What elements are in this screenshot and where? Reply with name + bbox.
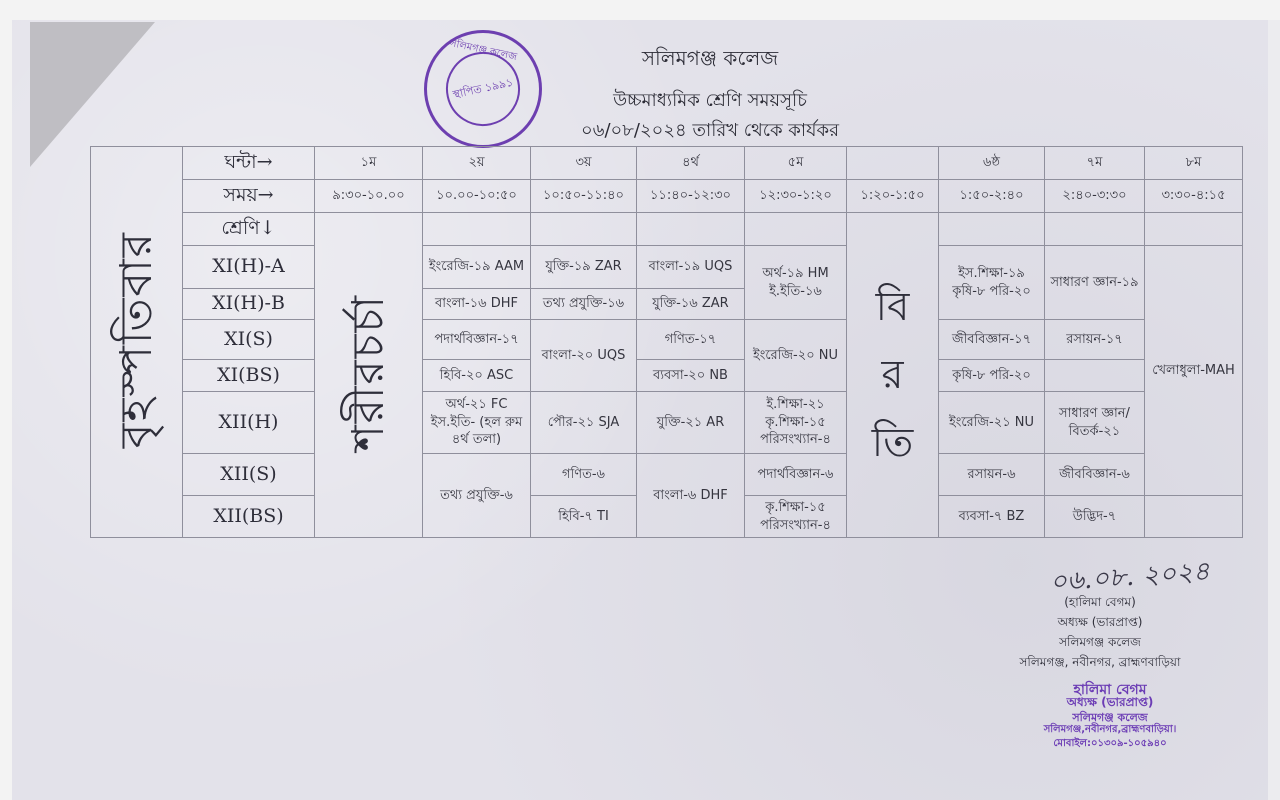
row-xii-s xyxy=(91,454,1243,496)
time-break: ১:২০-১:৫০ xyxy=(847,180,939,213)
cell xyxy=(637,213,745,246)
subject-cell: ইংরেজি-২০ NU xyxy=(745,320,847,392)
period-6: ৬ষ্ঠ xyxy=(939,147,1045,180)
cell xyxy=(423,213,531,246)
break-char: তি xyxy=(871,420,914,466)
period-7: ৭ম xyxy=(1045,147,1145,180)
stamp-ring-text: সলিমগঞ্জ কলেজ xyxy=(448,38,518,63)
photo-border-top xyxy=(0,0,1280,20)
row-xi-s xyxy=(91,320,1243,360)
subject-cell: সাধারণ জ্ঞান-১৯ xyxy=(1045,246,1145,320)
schedule-title: উচ্চমাধ্যমিক শ্রেণি সময়সূচি xyxy=(613,90,807,111)
cell xyxy=(1145,213,1243,246)
cell xyxy=(531,213,637,246)
period-row xyxy=(91,147,1243,180)
period-break-empty xyxy=(847,147,939,180)
signatory-name: (হালিমা বেগম) xyxy=(1064,595,1136,609)
cell xyxy=(1045,213,1145,246)
class-xi-s: XI(S) xyxy=(183,320,315,360)
period-label: ঘন্টা→ xyxy=(183,147,315,180)
day-cell xyxy=(91,147,183,538)
period-5: ৫ম xyxy=(745,147,847,180)
subject-cell: গণিত-১৭ xyxy=(637,320,745,360)
class-label-row xyxy=(91,213,1243,246)
subject-cell: উদ্ভিদ-৭ xyxy=(1045,496,1145,538)
signatory-college: সলিমগঞ্জ কলেজ xyxy=(1059,635,1141,649)
subject-cell: বাংলা-২০ UQS xyxy=(531,320,637,392)
class-xi-h-b: XI(H)-B xyxy=(183,289,315,320)
subject-cell: গণিত-৬ xyxy=(531,454,637,496)
subject-cell: জীববিজ্ঞান-১৭ xyxy=(939,320,1045,360)
period-1: ১ম xyxy=(315,147,423,180)
subject-cell: হিবি-২০ ASC xyxy=(423,360,531,392)
cell xyxy=(745,213,847,246)
class-xii-h: XII(H) xyxy=(183,392,315,454)
pe-cell xyxy=(315,213,423,538)
row-xi-h-a xyxy=(91,246,1243,289)
seal-name: হালিমা বেগম xyxy=(1073,682,1147,698)
time-4: ১১:৪০-১২:৩০ xyxy=(637,180,745,213)
class-xi-h-a: XI(H)-A xyxy=(183,246,315,289)
time-1: ৯:৩০-১০.০০ xyxy=(315,180,423,213)
subject-cell: পদার্থবিজ্ঞান-৬ xyxy=(745,454,847,496)
subject-cell: হিবি-৭ TI xyxy=(531,496,637,538)
subject-cell: জীববিজ্ঞান-৬ xyxy=(1045,454,1145,496)
pe-label: শরীরচর্চা xyxy=(342,293,394,451)
subject-cell: পদার্থবিজ্ঞান-১৭ xyxy=(423,320,531,360)
signatory-address: সলিমগঞ্জ, নবীনগর, ব্রাহ্মণবাড়িয়া xyxy=(1019,655,1181,669)
subject-cell xyxy=(1145,496,1243,538)
subject-cell: বাংলা-৬ DHF xyxy=(637,454,745,538)
row-xii-h xyxy=(91,392,1243,454)
signatory-designation: অধ্যক্ষ (ভারপ্রাপ্ত) xyxy=(1057,615,1143,629)
subject-cell: তথ্য প্রযুক্তি-১৬ xyxy=(531,289,637,320)
period-3: ৩য় xyxy=(531,147,637,180)
photo-border-left xyxy=(0,0,12,800)
seal-phone: মোবাইল:০১৩০৯-১০৫৯৪০ xyxy=(1053,738,1167,749)
period-8: ৮ম xyxy=(1145,147,1243,180)
period-4: ৪র্থ xyxy=(637,147,745,180)
break-cell xyxy=(847,213,939,538)
subject-cell: ব্যবসা-৭ BZ xyxy=(939,496,1045,538)
subject-cell: রসায়ন-৬ xyxy=(939,454,1045,496)
subject-cell: কৃ.শিক্ষা-১৫ পরিসংখ্যান-৪ xyxy=(745,496,847,538)
seal-college: সলিমগঞ্জ কলেজ xyxy=(1072,711,1148,724)
subject-cell: খেলাধুলা-MAH xyxy=(1145,246,1243,496)
time-8: ৩:৩০-৪:১৫ xyxy=(1145,180,1243,213)
effective-date: ০৬/০৮/২০২৪ তারিখ থেকে কার্যকর xyxy=(581,120,839,141)
subject-cell: ইংরেজি-১৯ AAM xyxy=(423,246,531,289)
subject-cell: অর্থ-২১ FC ইস.ইতি- (হল রুম ৪র্থ তলা) xyxy=(423,392,531,454)
seal-address: সলিমগঞ্জ,নবীনগর,ব্রাহ্মণবাড়িয়া। xyxy=(1043,724,1177,735)
time-7: ২:৪০-৩:৩০ xyxy=(1045,180,1145,213)
subject-cell: রসায়ন-১৭ xyxy=(1045,320,1145,360)
subject-cell: যুক্তি-১৯ ZAR xyxy=(531,246,637,289)
cell xyxy=(939,213,1045,246)
subject-cell: বাংলা-১৬ DHF xyxy=(423,289,531,320)
break-char: বি xyxy=(875,284,910,330)
subject-cell: ইংরেজি-২১ NU xyxy=(939,392,1045,454)
seal-designation: অধ্যক্ষ (ভারপ্রাপ্ত) xyxy=(1066,695,1154,709)
subject-cell: ই.শিক্ষা-২১ কৃ.শিক্ষা-১৫ পরিসংখ্যান-৪ xyxy=(745,392,847,454)
subject-cell: তথ্য প্রযুক্তি-৬ xyxy=(423,454,531,538)
time-label: সময়→ xyxy=(183,180,315,213)
subject-cell: সাধারণ জ্ঞান/বিতর্ক-২১ xyxy=(1045,392,1145,454)
row-xi-bs xyxy=(91,360,1243,392)
timetable xyxy=(90,146,1243,538)
subject-cell: কৃষি-৮ পরি-২০ xyxy=(939,360,1045,392)
time-6: ১:৫০-২:৪০ xyxy=(939,180,1045,213)
time-2: ১০.০০-১০:৫০ xyxy=(423,180,531,213)
time-3: ১০:৫০-১১:৪০ xyxy=(531,180,637,213)
day-label: বৃহস্পতিবার xyxy=(110,230,162,448)
subject-cell: অর্থ-১৯ HM ই.ইতি-১৬ xyxy=(745,246,847,320)
subject-cell: বাংলা-১৯ UQS xyxy=(637,246,745,289)
subject-cell: যুক্তি-২১ AR xyxy=(637,392,745,454)
class-xi-bs: XI(BS) xyxy=(183,360,315,392)
time-5: ১২:৩০-১:২০ xyxy=(745,180,847,213)
period-2: ২য় xyxy=(423,147,531,180)
break-label xyxy=(849,284,936,466)
break-char: র xyxy=(881,352,904,398)
subject-cell: পৌর-২১ SJA xyxy=(531,392,637,454)
college-name: সলিমগঞ্জ কলেজ xyxy=(641,46,779,70)
class-xii-bs: XII(BS) xyxy=(183,496,315,538)
class-xii-s: XII(S) xyxy=(183,454,315,496)
handwritten-signature: ০৬.০৮. ২০২৪ xyxy=(1049,556,1211,598)
class-label: শ্রেণি↓ xyxy=(183,213,315,246)
time-row xyxy=(91,180,1243,213)
subject-cell: ইস.শিক্ষা-১৯ কৃষি-৮ পরি-২০ xyxy=(939,246,1045,320)
subject-cell: যুক্তি-১৬ ZAR xyxy=(637,289,745,320)
stamp-inner-text: স্থাপিত ১৯৯১ xyxy=(451,75,515,101)
subject-cell: ব্যবসা-২০ NB xyxy=(637,360,745,392)
